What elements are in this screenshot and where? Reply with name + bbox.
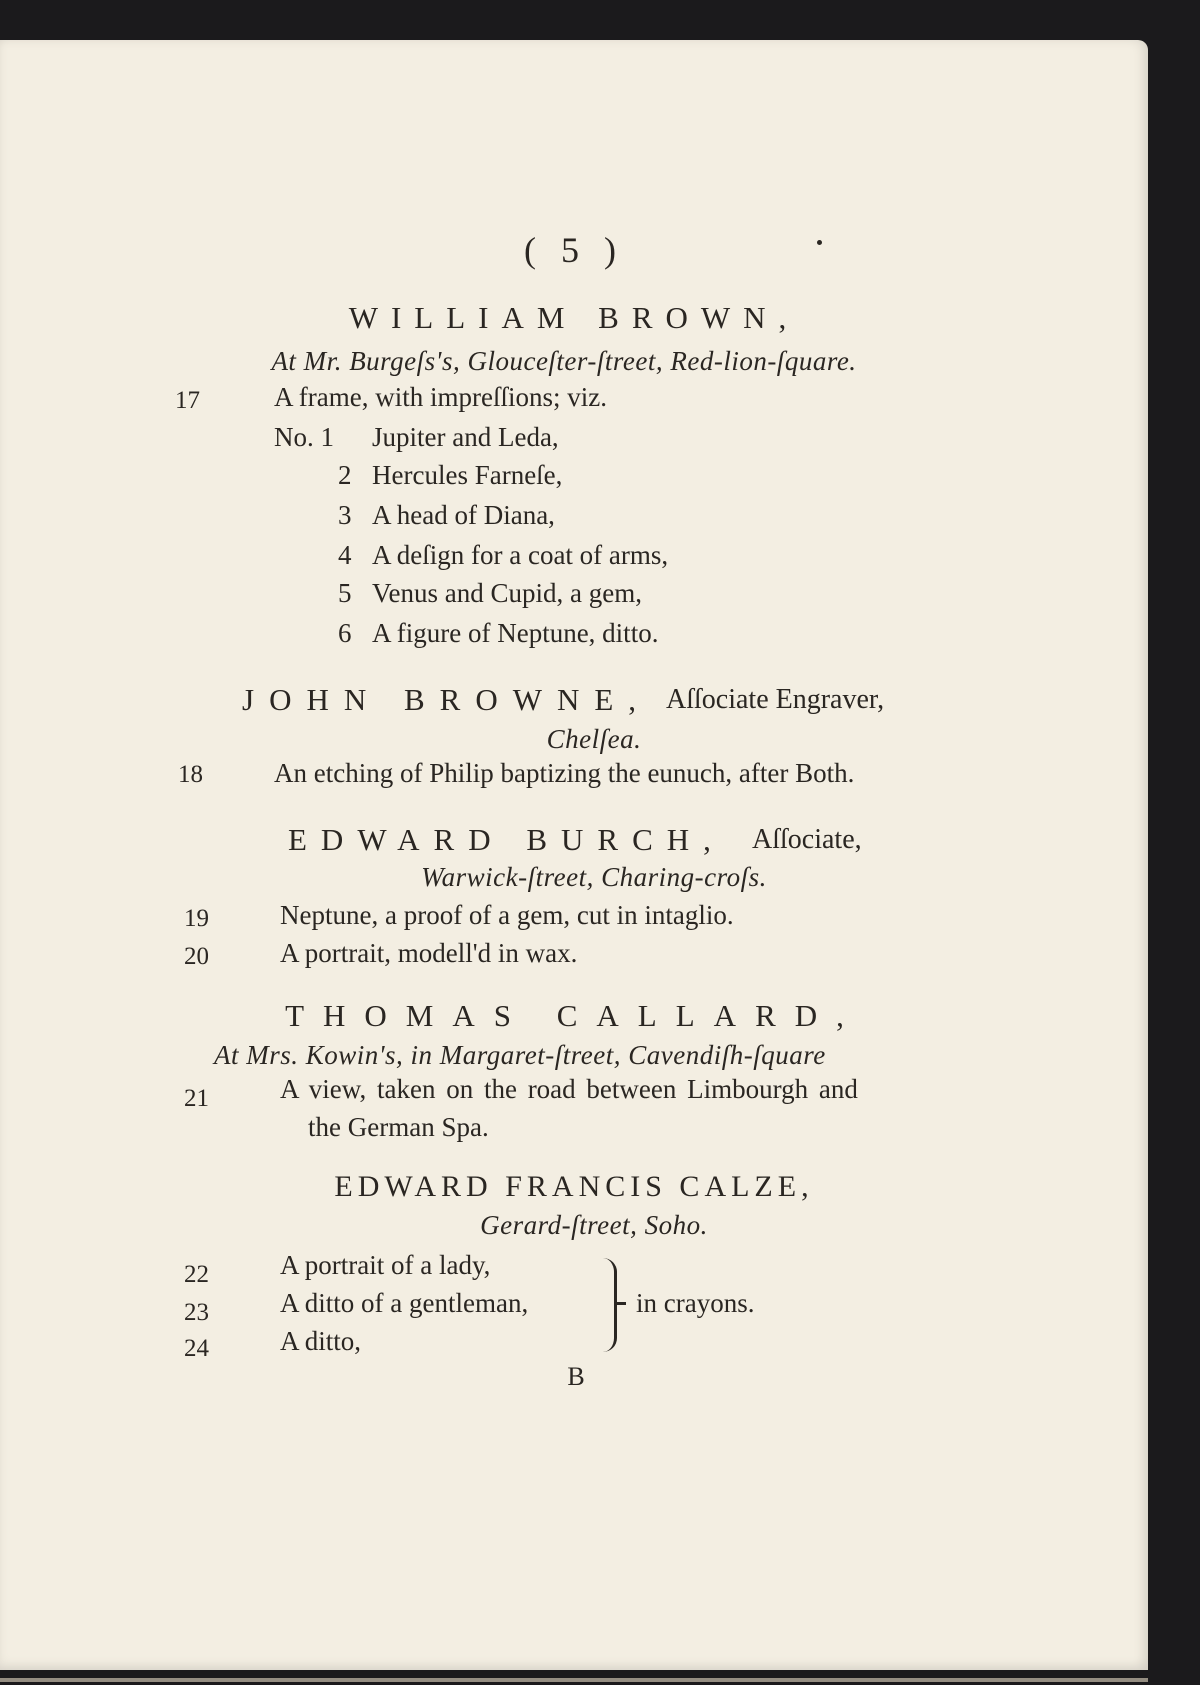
item-number: 17 <box>175 387 200 414</box>
entry-name-john-browne: JOHN BROWNE, <box>242 682 652 717</box>
item-number: 19 <box>184 905 209 932</box>
page-edge <box>0 1678 1148 1682</box>
grouping-brace-tip <box>614 1302 626 1305</box>
grouped-note: in crayons. <box>636 1288 755 1318</box>
item-text: A view, taken on the road between Limbourgh and <box>280 1074 858 1104</box>
item-number: 23 <box>184 1299 209 1326</box>
item-number: 20 <box>184 943 209 970</box>
sub-item-text: Venus and Cupid, a gem, <box>372 578 642 608</box>
item-text: A ditto, <box>280 1326 362 1356</box>
sub-item-number: 2 <box>338 460 352 490</box>
sub-item-text: A figure of Neptune, ditto. <box>372 618 659 648</box>
entry-role-john-browne: Aſſociate Engraver, <box>666 684 885 715</box>
item-number: 18 <box>178 761 203 788</box>
entry-name-thomas-callard: THOMAS CALLARD, <box>285 998 863 1033</box>
entry-address-john-browne: Chelſea. <box>546 724 642 754</box>
item-text: An etching of Philip baptizing the eunuch, after Both. <box>274 758 855 788</box>
item-text-continuation: the German Spa. <box>308 1112 489 1142</box>
sub-item-text: Hercules Farneſe, <box>372 460 563 490</box>
sub-item-text: A deſign for a coat of arms, <box>372 540 669 570</box>
sub-item-number: 4 <box>338 540 352 570</box>
item-text: A portrait of a lady, <box>280 1250 491 1280</box>
item-number: 24 <box>184 1335 209 1362</box>
item-number: 22 <box>184 1261 209 1288</box>
sub-item-number: 5 <box>338 578 352 608</box>
sub-item-text: A head of Diana, <box>372 500 555 530</box>
item-text: A frame, with impreſſions; viz. <box>274 382 607 412</box>
entry-name-edward-burch: EDWARD BURCH, <box>288 822 725 857</box>
entry-address-edward-burch: Warwick-ſtreet, Charing-croſs. <box>421 862 767 892</box>
entry-address-thomas-callard: At Mrs. Kowin's, in Margaret-ſtreet, Cavendiſh-ſquare <box>214 1040 826 1070</box>
entry-address-edward-francis-calze: Gerard-ſtreet, Soho. <box>480 1210 708 1240</box>
item-number: 21 <box>184 1085 209 1112</box>
entry-address-william-brown: At Mr. Burgeſs's, Glouceſter-ſtreet, Red-lion-ſquare. <box>271 346 857 376</box>
sub-item-text: Jupiter and Leda, <box>372 422 559 452</box>
page-number: ( 5 ) <box>524 230 624 270</box>
item-text: Neptune, a proof of a gem, cut in intaglio. <box>280 900 734 930</box>
sub-item-number: 6 <box>338 618 352 648</box>
item-text: A ditto of a gentleman, <box>280 1288 529 1318</box>
entry-name-william-brown: WILLIAM BROWN, <box>348 300 800 335</box>
entry-name-edward-francis-calze: EDWARD FRANCIS CALZE, <box>334 1170 814 1203</box>
entry-role-edward-burch: Aſſociate, <box>752 824 862 855</box>
grouping-brace <box>600 1258 617 1352</box>
signature-mark: B <box>567 1362 585 1391</box>
item-text: A portrait, modell'd in wax. <box>280 938 578 968</box>
sub-item-number: 3 <box>338 500 352 530</box>
sub-item-number: No. 1 <box>274 422 334 452</box>
